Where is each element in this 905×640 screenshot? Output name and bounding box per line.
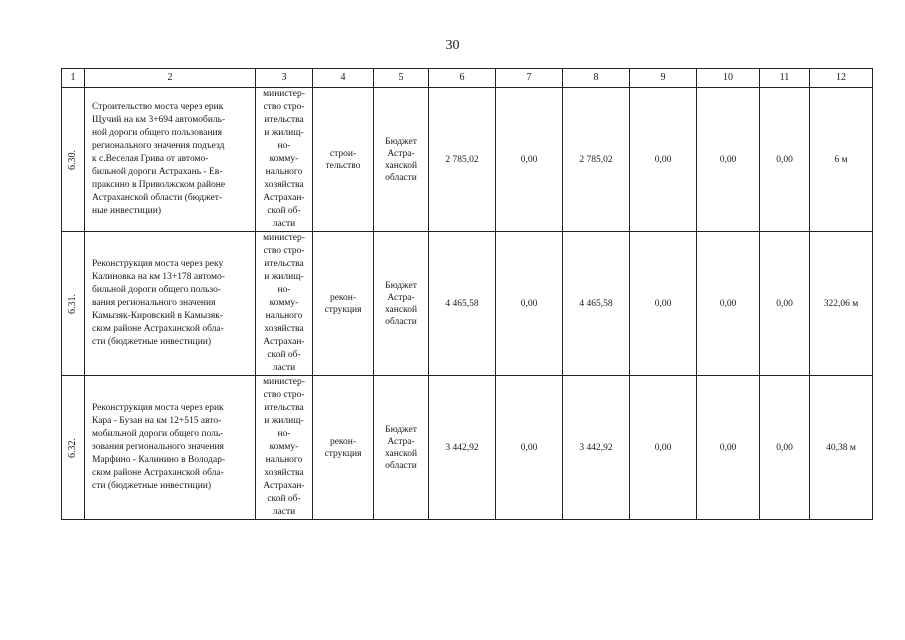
header-cell: 11 [760,69,810,88]
value-cell-c12: 6 м [810,88,873,232]
project-description-line: Марфино - Калинино в Володар- [92,455,226,465]
funding-source [374,376,429,520]
project-description-line: Реконструкция моста через реку [92,259,224,269]
header-cell: 2 [85,69,256,88]
header-cell: 9 [630,69,697,88]
responsible-ministry-line: нального [265,167,303,177]
project-description-line: Камызяк-Кировский в Камызяк- [92,311,224,321]
project-description-line: Реконструкция моста через ерик [92,403,224,413]
funding-source [374,88,429,232]
responsible-ministry-line: ство стро- [263,390,305,400]
project-description-line: Строительство моста через ерик [92,102,224,112]
responsible-ministry-line: но- [277,285,291,295]
responsible-ministry [256,376,313,520]
responsible-ministry-line: ительства [264,259,304,269]
row-number: 6.31. [67,293,78,314]
responsible-ministry-line: ительства [264,403,304,413]
value-cell-c11: 0,00 [760,88,810,232]
project-description-line: бильной дороги общего пользо- [92,285,222,295]
project-description [85,88,256,232]
responsible-ministry-line: Астрахан- [263,337,305,347]
project-description-line: Калиновка на км 13+178 автомо- [92,272,225,282]
row-number-cell [62,232,85,376]
project-description-line: ной дороги общего пользования [92,128,222,138]
responsible-ministry-line: ство стро- [263,246,305,256]
responsible-ministry-line: но- [277,141,291,151]
responsible-ministry-line: Астрахан- [263,193,305,203]
responsible-ministry-line: хозяйства [264,324,304,334]
responsible-ministry-line: и жилищ- [264,272,304,282]
value-cell-c9: 0,00 [630,232,697,376]
responsible-ministry-line: комму- [269,442,299,452]
project-description-line: ные инвестиции) [92,206,161,216]
responsible-ministry-line: ительства [264,115,304,125]
responsible-ministry-line: ласти [272,363,296,373]
value-cell-c8: 3 442,92 [563,376,630,520]
table-row [62,232,873,376]
header-cell: 12 [810,69,873,88]
work-type-line: рекон- [329,436,357,447]
header-cell: 10 [697,69,760,88]
row-number: 6.30. [67,149,78,170]
value-cell-c10: 0,00 [697,88,760,232]
project-description-line: бильной дороги Астрахань - Ев- [92,167,223,177]
value-cell-c11: 0,00 [760,232,810,376]
work-type [313,88,374,232]
page-number: 30 [445,38,460,53]
funding-source-line: Бюджет [385,280,417,291]
responsible-ministry-line: хозяйства [264,180,304,190]
project-description-line: сти (бюджетные инвестиции) [92,337,212,347]
responsible-ministry-line: но- [277,429,291,439]
work-type-line: струкция [324,304,362,315]
responsible-ministry [256,232,313,376]
value-cell-c7: 0,00 [496,376,563,520]
responsible-ministry-line: комму- [269,298,299,308]
funding-source-line: Бюджет [385,424,417,435]
value-cell-c11: 0,00 [760,376,810,520]
row-number-cell [62,376,85,520]
project-description-line: мобильной дороги общего поль- [92,429,224,439]
work-type-line: рекон- [329,292,357,303]
funding-source-line: ханской [384,448,418,459]
project-description-line: Астраханской области (бюджет- [92,193,223,203]
responsible-ministry-line: ласти [272,219,296,229]
work-type-line: тельство [325,160,361,171]
project-description-line: Щучий на км 3+694 автомобиль- [92,115,226,125]
funding-source-line: области [385,172,417,183]
row-number-cell [62,88,85,232]
header-cell: 3 [256,69,313,88]
value-cell-c8: 4 465,58 [563,232,630,376]
project-description-line: Кара - Бузан на км 12+515 авто- [92,416,222,426]
funding-source-line: Астра- [387,292,415,303]
value-cell-c6: 4 465,58 [429,232,496,376]
header-cell: 5 [374,69,429,88]
responsible-ministry-line: ской об- [267,350,301,360]
value-cell-c9: 0,00 [630,88,697,232]
responsible-ministry-line: нального [265,455,303,465]
responsible-ministry-line: и жилищ- [264,128,304,138]
value-cell-c7: 0,00 [496,232,563,376]
responsible-ministry-line: министер- [263,377,305,387]
funding-source-line: Астра- [387,148,415,159]
funding-source-line: области [385,316,417,327]
responsible-ministry-line: министер- [263,89,305,99]
responsible-ministry-line: нального [265,311,303,321]
responsible-ministry-line: и жилищ- [264,416,304,426]
responsible-ministry-line: ской об- [267,494,301,504]
project-description-line: ском районе Астраханской обла- [92,468,224,478]
project-description-line: вания регионального значения [92,298,216,308]
header-cell: 4 [313,69,374,88]
header-cell: 6 [429,69,496,88]
project-description-line: сти (бюджетные инвестиции) [92,481,212,491]
value-cell-c9: 0,00 [630,376,697,520]
funding-source-line: Бюджет [385,136,417,147]
work-type-line: строи- [329,148,357,159]
header-cell: 1 [62,69,85,88]
responsible-ministry-line: ской об- [267,206,301,216]
responsible-ministry-line: ласти [272,507,296,517]
responsible-ministry-line: хозяйства [264,468,304,478]
value-cell-c10: 0,00 [697,376,760,520]
work-type-line: струкция [324,448,362,459]
header-cell: 7 [496,69,563,88]
responsible-ministry-line: комму- [269,154,299,164]
value-cell-c6: 3 442,92 [429,376,496,520]
responsible-ministry-line: Астрахан- [263,481,305,491]
funding-source-line: ханской [384,160,418,171]
funding-source-line: ханской [384,304,418,315]
work-type [313,376,374,520]
funding-source-line: Астра- [387,436,415,447]
project-description-line: праксино в Приволжском районе [92,180,226,190]
header-cell: 8 [563,69,630,88]
projects-table [61,68,873,520]
value-cell-c10: 0,00 [697,232,760,376]
project-description [85,376,256,520]
value-cell-c6: 2 785,02 [429,88,496,232]
project-description-line: зования регионального значения [92,442,224,452]
value-cell-c7: 0,00 [496,88,563,232]
row-number: 6.32. [67,437,78,458]
project-description-line: к с.Веселая Грива от автомо- [92,154,209,164]
table-row [62,88,873,232]
header-row [62,69,873,88]
work-type [313,232,374,376]
funding-source [374,232,429,376]
responsible-ministry [256,88,313,232]
value-cell-c12: 40,38 м [810,376,873,520]
table-row [62,376,873,520]
funding-source-line: области [385,460,417,471]
value-cell-c12: 322,06 м [810,232,873,376]
project-description-line: регионального значения подъезд [92,141,225,151]
value-cell-c8: 2 785,02 [563,88,630,232]
responsible-ministry-line: ство стро- [263,102,305,112]
project-description [85,232,256,376]
project-description-line: ском районе Астраханской обла- [92,324,224,334]
responsible-ministry-line: министер- [263,233,305,243]
